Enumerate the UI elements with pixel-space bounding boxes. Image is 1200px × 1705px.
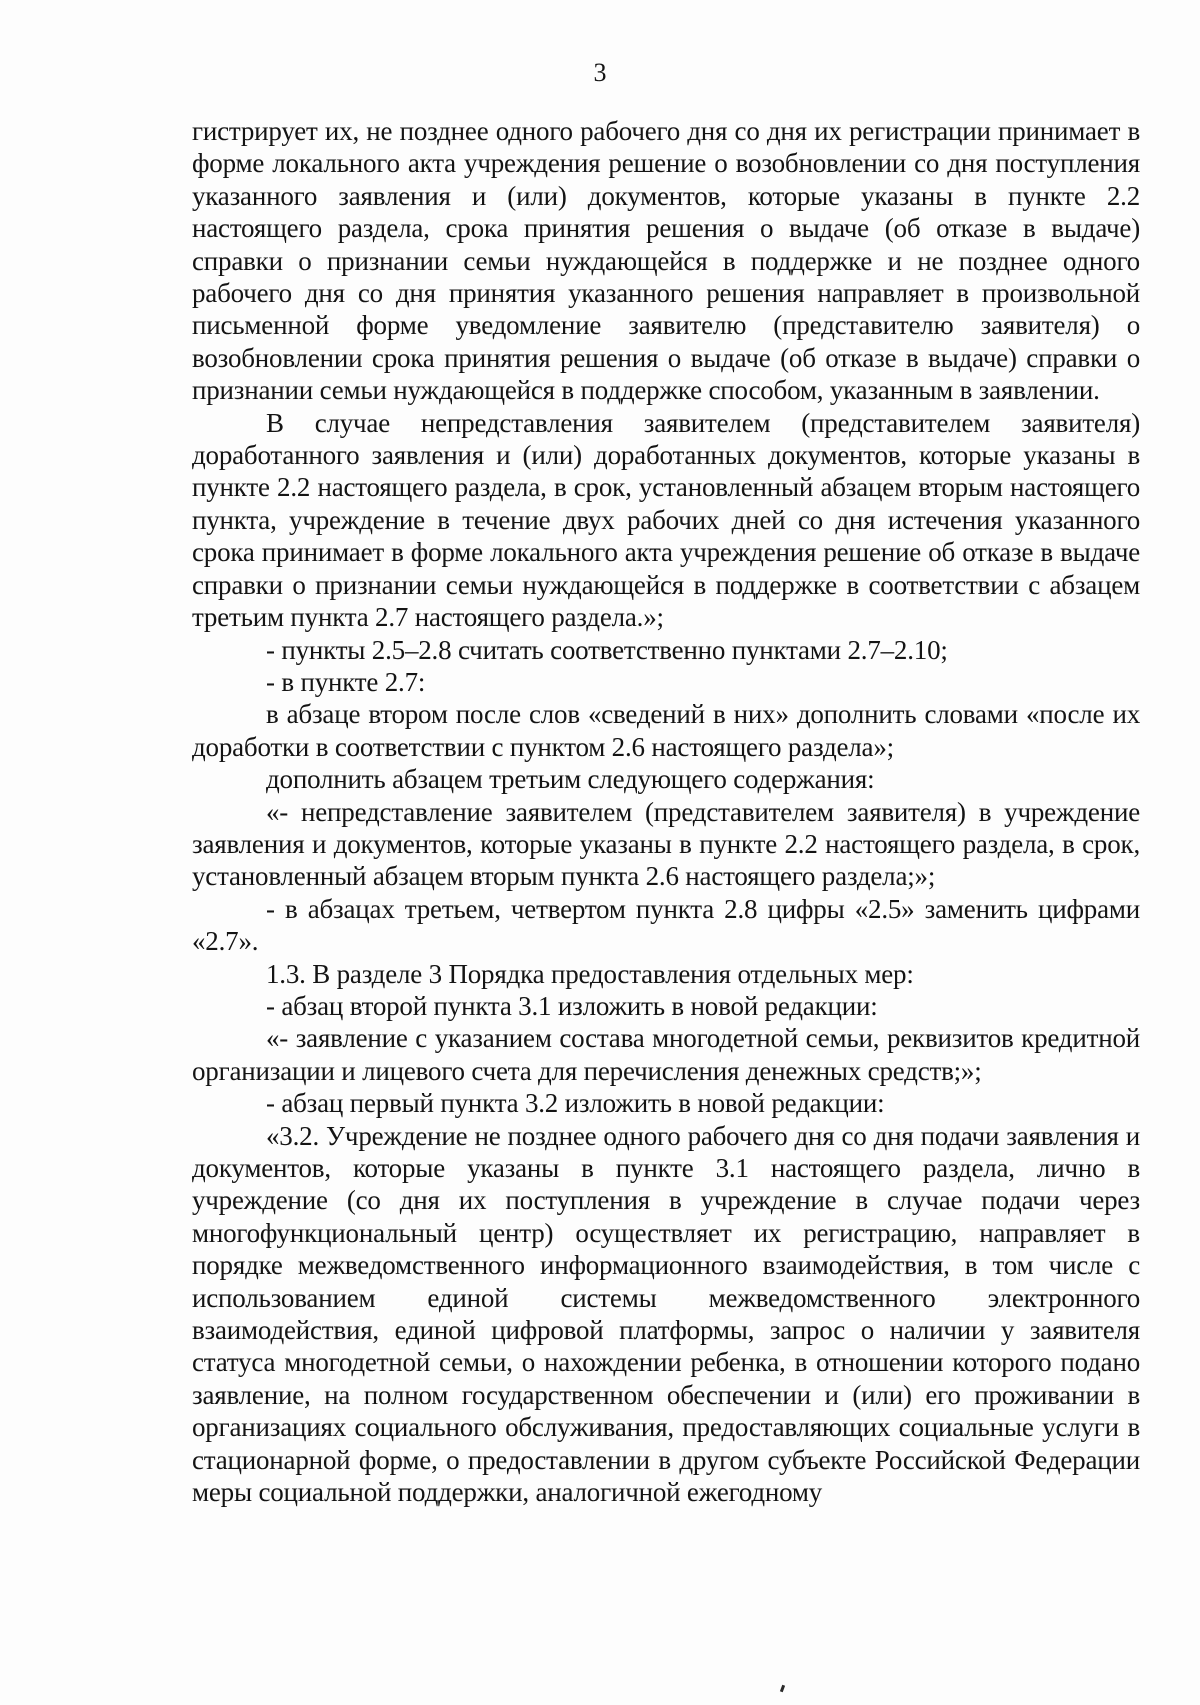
scan-speck [780,1685,785,1693]
paragraph: 1.3. В разделе 3 Порядка предоставления отдельных мер: [266,958,914,989]
paragraph: - абзац второй пункта 3.1 изложить в новой редакции: [266,990,878,1021]
paragraph: - в абзацах третьем, четвертом пункта 2.8 цифры «2.5» заменить цифрами «2.7». [192,893,1140,957]
paragraph-continuation: гистрирует их, не позднее одного рабочего дня со дня их регистрации принимает в форме локального акта учреждения решение о возобновлении со дня поступления указанного заявления и (или) документов, которые указаны в пункте 2.2 настоящего раздела, срока принятия решения о выдаче (об отказе в выдаче) справки о признании семьи нуждающейся в поддержке и не позднее одного рабочего дня со дня принятия указанного решения направляет в произвольной письменной форме уведомление заявителю (представителю заявителя) о возобновлении срока принятия решения о выдаче (об отказе в выдаче) справки о признании семьи нуждающейся в поддержке способом, указанным в заявлении. [192,116,1140,406]
page-number: 3 [593,58,607,87]
document-body [192,115,1140,1508]
paragraph: В случае непредставления заявителем (представителем заявителя) доработанного заявления и (или) доработанных документов, которые указаны в пункте 2.2 настоящего раздела, в срок, установленный абзацем вторым настоящего пункта, учреждение в течение двух рабочих дней со дня истечения указанного срока принимает в форме локального акта учреждения решение об отказе в выдаче справки о признании семьи нуждающейся в поддержке в соответствии с абзацем третьим пункта 2.7 настоящего раздела.»; [192,407,1140,633]
paragraph: - абзац первый пункта 3.2 изложить в новой редакции: [266,1088,885,1119]
paragraph: «3.2. Учреждение не позднее одного рабочего дня со дня подачи заявления и документов, которые указаны в пункте 3.1 настоящего раздела, лично в учреждение (со дня их поступления в учреждение в случае подачи через многофункциональный центр) осуществляет их регистрацию, направляет в порядке межведомственного информационного взаимодействия, в том числе с использованием единой системы межведомственного электронного взаимодействия, единой цифровой платформы, запрос о наличии у заявителя статуса многодетной семьи, о нахождении ребенка, в отношении которого подано заявление, на полном государственном обеспечении и (или) его проживании в организациях социального обслуживания, предоставляющих социальные услуги в стационарной форме, о предоставлении в другом субъекте Российской Федерации меры социальной поддержки, аналогичной ежегодному [192,1120,1140,1508]
paragraph: «- заявление с указанием состава многодетной семьи, реквизитов кредитной организации и лицевого счета для перечисления денежных средств;»; [192,1023,1140,1086]
paragraph: «- непредставление заявителем (представителем заявителя) в учреждение заявления и документов, которые указаны в пункте 2.2 настоящего раздела, в срок, установленный абзацем вторым пункта 2.6 настоящего раздела;»; [192,796,1140,892]
paragraph: в абзаце втором после слов «сведений в них» дополнить словами «после их доработки в соответствии с пунктом 2.6 настоящего раздела»; [192,699,1140,762]
paragraph: - в пункте 2.7: [266,666,426,697]
paragraph: дополнить абзацем третьим следующего содержания: [266,764,875,795]
paragraph: - пункты 2.5–2.8 считать соответственно пунктами 2.7–2.10; [266,634,948,665]
